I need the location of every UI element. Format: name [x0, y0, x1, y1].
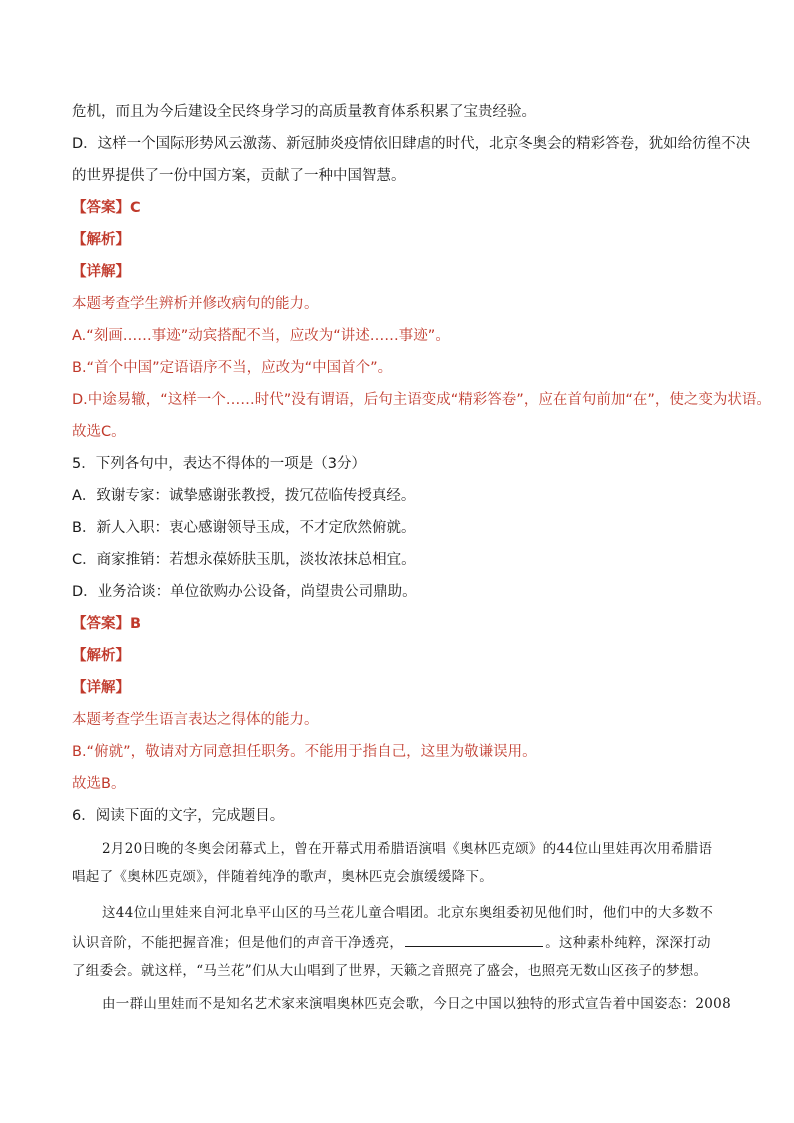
passage-line-with-blank — [72, 932, 711, 953]
choice-line: 故选C。 — [72, 424, 126, 440]
explanation-line: B.“俯就”，敬请对方同意担任职务。不能用于指自己，这里为敬谦误用。 — [72, 744, 537, 760]
answer-label: 【答案】B — [72, 616, 142, 632]
question-5-option-c: C．商家推销：若想永葆娇肤玉肌，淡妆浓抹总相宜。 — [72, 552, 416, 568]
detail-label: 【详解】 — [72, 680, 130, 696]
passage-line: 了组委会。就这样，“马兰花”们从大山唱到了世界，天籁之音照亮了盛会，也照亮无数山区孩子的梦想。 — [72, 963, 708, 979]
passage-text: 认识音阶，不能把握音准；但是他们的声音干净透亮， — [72, 935, 404, 951]
text-line: 危机，而且为今后建设全民终身学习的高质量教育体系积累了宝贵经验。 — [72, 104, 536, 120]
question-5-title: 5．下列各句中，表达不得体的一项是（3分） — [72, 456, 366, 472]
answer-label: 【答案】C — [72, 200, 141, 216]
passage-line: 2月20日晚的冬奥会闭幕式上，曾在开幕式用希腊语演唱《奥林匹克颂》的44位山里娃再次用希腊语 — [102, 841, 713, 857]
explanation-line: D.中途易辙，“这样一个……时代”没有谓语，后句主语变成“精彩答卷”，应在首句前加“在”，使之变为状语。 — [72, 392, 771, 408]
passage-line: 唱起了《奥林匹克颂》，伴随着纯净的歌声，奥林匹克会旗缓缓降下。 — [72, 869, 494, 885]
option-d-line-2: 的世界提供了一份中国方案，贡献了一种中国智慧。 — [72, 168, 406, 184]
explanation-line: 本题考查学生语言表达之得体的能力。 — [72, 712, 319, 728]
explanation-line: B.“首个中国”定语语序不当，应改为“中国首个”。 — [72, 360, 393, 376]
question-5-option-a: A．致谢专家：诚挚感谢张教授，拨冗莅临传授真经。 — [72, 488, 416, 504]
question-5-option-d: D．业务洽谈：单位欲购办公设备，尚望贵公司鼎助。 — [72, 584, 417, 600]
fill-in-blank — [405, 932, 543, 947]
explanation-line: A.“刻画……事迹”动宾搭配不当，应改为“讲述……事迹”。 — [72, 328, 450, 344]
option-d-line-1: D．这样一个国际形势风云激荡、新冠肺炎疫情依旧肆虐的时代，北京冬奥会的精彩答卷，犹如给彷徨不决 — [72, 136, 751, 152]
question-5-option-b: B．新人入职：衷心感谢领导玉成，不才定欣然俯就。 — [72, 520, 416, 536]
detail-label: 【详解】 — [72, 264, 130, 280]
explanation-line: 本题考查学生辨析并修改病句的能力。 — [72, 296, 319, 312]
passage-line: 由一群山里娃而不是知名艺术家来演唱奥林匹克会歌，今日之中国以独特的形式宣告着中国姿态：2008 — [102, 996, 731, 1012]
question-6-title: 6．阅读下面的文字，完成题目。 — [72, 808, 285, 824]
passage-text: 。这种素朴纯粹，深深打动 — [545, 935, 711, 951]
analysis-label: 【解析】 — [72, 648, 130, 664]
analysis-label: 【解析】 — [72, 232, 130, 248]
passage-line: 这44位山里娃来自河北阜平山区的马兰花儿童合唱团。北京东奥组委初见他们时，他们中的大多数不 — [102, 905, 714, 921]
choice-line: 故选B。 — [72, 776, 126, 792]
